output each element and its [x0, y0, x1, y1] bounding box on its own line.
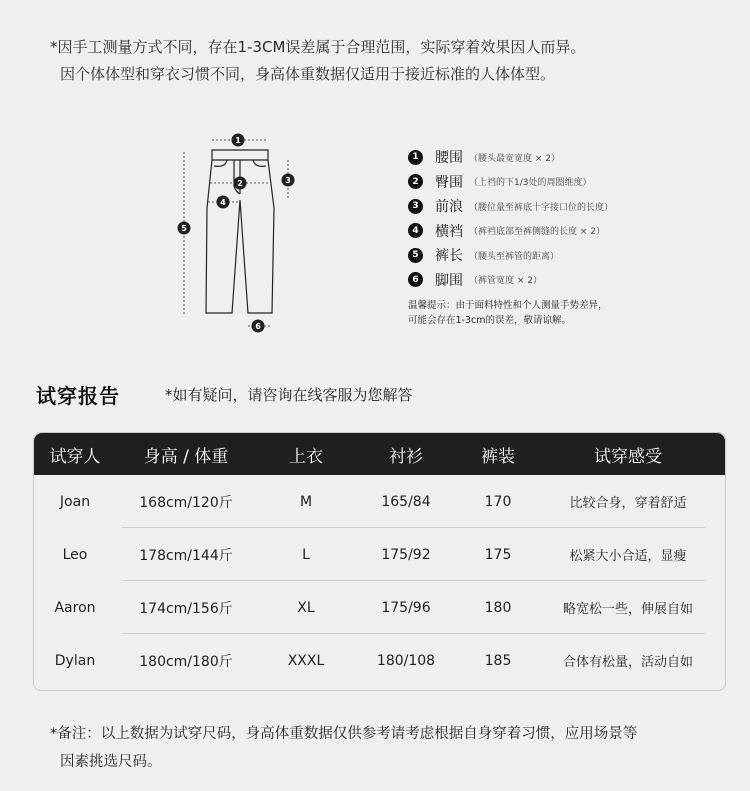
cell-pants: 180: [484, 599, 512, 616]
cell-tester: Aaron: [54, 599, 96, 616]
legend-item: [408, 145, 613, 170]
legend-desc: （腰位量至裤底十字接口位的长度）: [469, 202, 614, 213]
legend-number: 4: [408, 223, 423, 238]
column-header-shirt: 衬衫: [389, 446, 423, 467]
cell-height-weight: 174cm/156斤: [139, 600, 233, 617]
tip-line-1: 温馨提示：由于面料特性和个人测量手势差异，: [408, 300, 608, 311]
table-row: [34, 475, 725, 528]
cell-tester: Leo: [62, 546, 88, 563]
diagram-marker-label-1: 1: [235, 136, 241, 145]
fitting-report-table: [33, 432, 726, 691]
legend-desc: （裤管宽度 × 2）: [469, 276, 542, 287]
table-row: [34, 634, 725, 687]
column-header-feeling: 试穿感受: [594, 446, 662, 467]
column-header-top: 上衣: [289, 446, 323, 467]
cell-height-weight: 180cm/180斤: [139, 653, 233, 670]
legend-name: 脚围: [435, 272, 463, 289]
legend-name: 腰围: [435, 150, 463, 167]
cell-top: XXXL: [287, 652, 325, 669]
footer-line-2: 因素挑选尺码。: [60, 754, 162, 770]
diagram-marker-label-4: 4: [220, 198, 226, 207]
legend-number: 5: [408, 248, 423, 263]
section-note: *如有疑问，请咨询在线客服为您解答: [165, 386, 413, 404]
measurement-legend: [408, 145, 613, 292]
measurement-notice: [50, 34, 585, 88]
diagram-marker-label-2: 2: [237, 179, 243, 188]
legend-name: 横裆: [435, 223, 463, 240]
cell-shirt: 175/96: [381, 599, 431, 616]
table-body: [34, 475, 725, 687]
legend-item: [408, 268, 613, 293]
legend-number: 2: [408, 174, 423, 189]
cell-tester: Dylan: [54, 652, 96, 669]
legend-desc: （腰头至裤管的距离）: [469, 251, 560, 262]
cell-tester: Joan: [59, 493, 91, 510]
cell-pants: 185: [484, 652, 512, 669]
notice-line-2: 因个体体型和穿衣习惯不同，身高体重数据仅适用于接近标准的人体体型。: [60, 65, 556, 83]
cell-feeling: 略宽松一些，伸展自如: [562, 602, 693, 617]
legend-desc: （腰头最宽宽度 × 2）: [469, 153, 560, 164]
legend-number: 1: [408, 150, 423, 165]
legend-item: [408, 170, 613, 195]
legend-item: [408, 219, 613, 244]
cell-feeling: 合体有松量，活动自如: [562, 655, 693, 670]
cell-feeling: 松紧大小合适，显瘦: [569, 549, 687, 564]
cell-top: M: [299, 493, 313, 510]
legend-desc: （裤裆底部至裤侧缝的长度 × 2）: [469, 227, 605, 238]
table-header: [34, 433, 725, 475]
pants-diagram: [170, 128, 320, 343]
legend-name: 裤长: [435, 248, 463, 265]
cell-shirt: 175/92: [381, 546, 431, 563]
table-row: [34, 528, 725, 581]
cell-shirt: 165/84: [381, 493, 431, 510]
legend-item: [408, 194, 613, 219]
section-title: 试穿报告: [36, 384, 120, 408]
diagram-marker-label-6: 6: [255, 322, 261, 331]
diagram-marker-label-3: 3: [285, 176, 291, 185]
column-header-pants: 裤装: [481, 446, 515, 467]
footer-line-1: *备注：以上数据为试穿尺码，身高体重数据仅供参考请考虑根据自身穿着习惯，应用场景等: [50, 726, 638, 742]
cell-shirt: 180/108: [376, 652, 436, 669]
measurement-tip: [408, 298, 608, 328]
cell-pants: 170: [484, 493, 512, 510]
cell-height-weight: 178cm/144斤: [139, 547, 233, 564]
cell-top: L: [302, 546, 310, 563]
cell-pants: 175: [484, 546, 512, 563]
diagram-marker-label-5: 5: [181, 224, 187, 233]
legend-number: 6: [408, 272, 423, 287]
tip-line-2: 可能会存在1-3cm的误差，敬请谅解。: [408, 315, 571, 326]
column-header-height-weight: 身高 / 体重: [143, 446, 229, 467]
cell-height-weight: 168cm/120斤: [139, 494, 233, 511]
legend-item: [408, 243, 613, 268]
legend-name: 前浪: [435, 199, 463, 216]
cell-feeling: 比较合身，穿着舒适: [569, 496, 687, 511]
legend-desc: （上裆的下1/3处的周圈维度）: [469, 178, 592, 189]
legend-number: 3: [408, 199, 423, 214]
table-row: [34, 581, 725, 634]
notice-line-1: *因手工测量方式不同，存在1-3CM误差属于合理范围，实际穿着效果因人而异。: [50, 38, 586, 56]
footer-note: [50, 720, 637, 776]
column-header-tester: 试穿人: [49, 446, 101, 467]
legend-name: 臀围: [435, 174, 463, 191]
cell-top: XL: [297, 599, 315, 616]
